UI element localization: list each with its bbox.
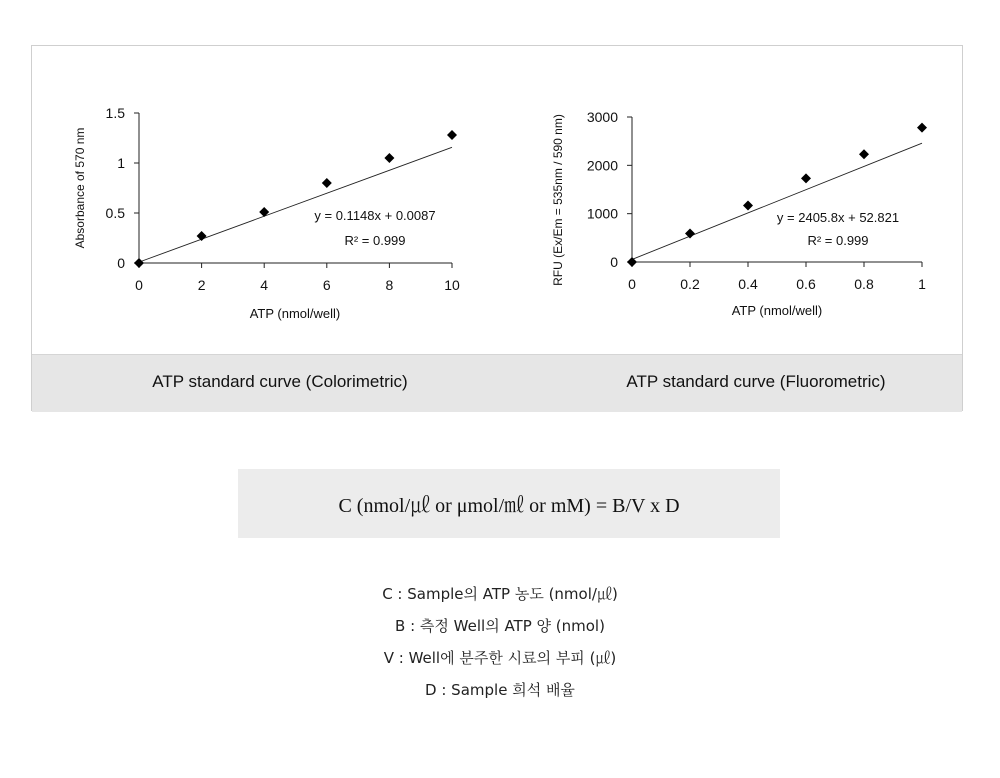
formula-text: C (nmol/㎕ or μmol/㎖ or mM) = B/V x D <box>338 495 680 517</box>
r-squared-label: R² = 0.999 <box>344 233 406 248</box>
y-tick-label: 3000 <box>586 109 618 125</box>
y-tick-label: 1.5 <box>105 105 125 121</box>
chart-caption-colorimetric: ATP standard curve (Colorimetric) <box>152 372 408 391</box>
trendline <box>632 143 922 259</box>
r-squared-label: R² = 0.999 <box>807 233 869 248</box>
data-point <box>384 153 394 163</box>
x-axis-label: ATP (nmol/well) <box>731 303 823 318</box>
y-tick-label: 1 <box>117 155 125 171</box>
x-tick-label: 0.6 <box>796 276 816 292</box>
data-point <box>859 149 869 159</box>
x-tick-label: 2 <box>197 277 206 293</box>
y-tick-label: 2000 <box>586 157 618 174</box>
x-tick-label: 0 <box>628 276 636 292</box>
data-point <box>322 178 332 188</box>
data-point <box>801 173 811 183</box>
x-tick-label: 4 <box>260 277 269 293</box>
x-tick-label: 8 <box>385 277 394 293</box>
chart-fluorometric <box>551 109 927 318</box>
y-tick-label: 0 <box>117 255 125 271</box>
y-axis-label: Absorbance of 570 nm <box>73 127 87 249</box>
formula-box <box>238 469 780 538</box>
data-point <box>197 231 207 241</box>
legend-item-v: V : Well에 분주한 시료의 부피 (㎕) <box>383 649 617 667</box>
x-tick-label: 0.8 <box>854 276 874 292</box>
x-tick-label: 1 <box>918 276 926 292</box>
x-tick-label: 0 <box>135 277 143 293</box>
data-point <box>447 130 457 140</box>
legend-item-d: D : Sample 희석 배율 <box>425 681 575 699</box>
trendline-equation: y = 2405.8x + 52.821 <box>776 210 900 225</box>
y-tick-label: 1000 <box>586 205 618 222</box>
y-tick-label: 0.5 <box>105 205 125 221</box>
legend-item-c: C : Sample의 ATP 농도 (nmol/㎕) <box>382 585 618 603</box>
x-tick-label: 0.4 <box>738 276 758 292</box>
x-tick-label: 10 <box>444 277 460 293</box>
data-point <box>917 123 927 133</box>
data-point <box>134 258 144 268</box>
trendline-equation: y = 0.1148x + 0.0087 <box>314 208 436 223</box>
x-axis-label: ATP (nmol/well) <box>249 306 341 321</box>
y-tick-label: 0 <box>610 254 618 270</box>
data-point <box>685 228 695 238</box>
chart-colorimetric <box>73 105 460 321</box>
x-tick-label: 6 <box>322 277 331 293</box>
x-tick-label: 0.2 <box>680 276 700 292</box>
y-axis-label: RFU (Ex/Em = 535nm / 590 nm) <box>551 114 565 286</box>
formula-legend <box>0 583 1000 711</box>
data-point <box>259 207 269 217</box>
data-point <box>743 200 753 210</box>
chart-caption-fluorometric: ATP standard curve (Fluorometric) <box>626 372 886 391</box>
legend-item-b: B : 측정 Well의 ATP 양 (nmol) <box>395 617 605 635</box>
